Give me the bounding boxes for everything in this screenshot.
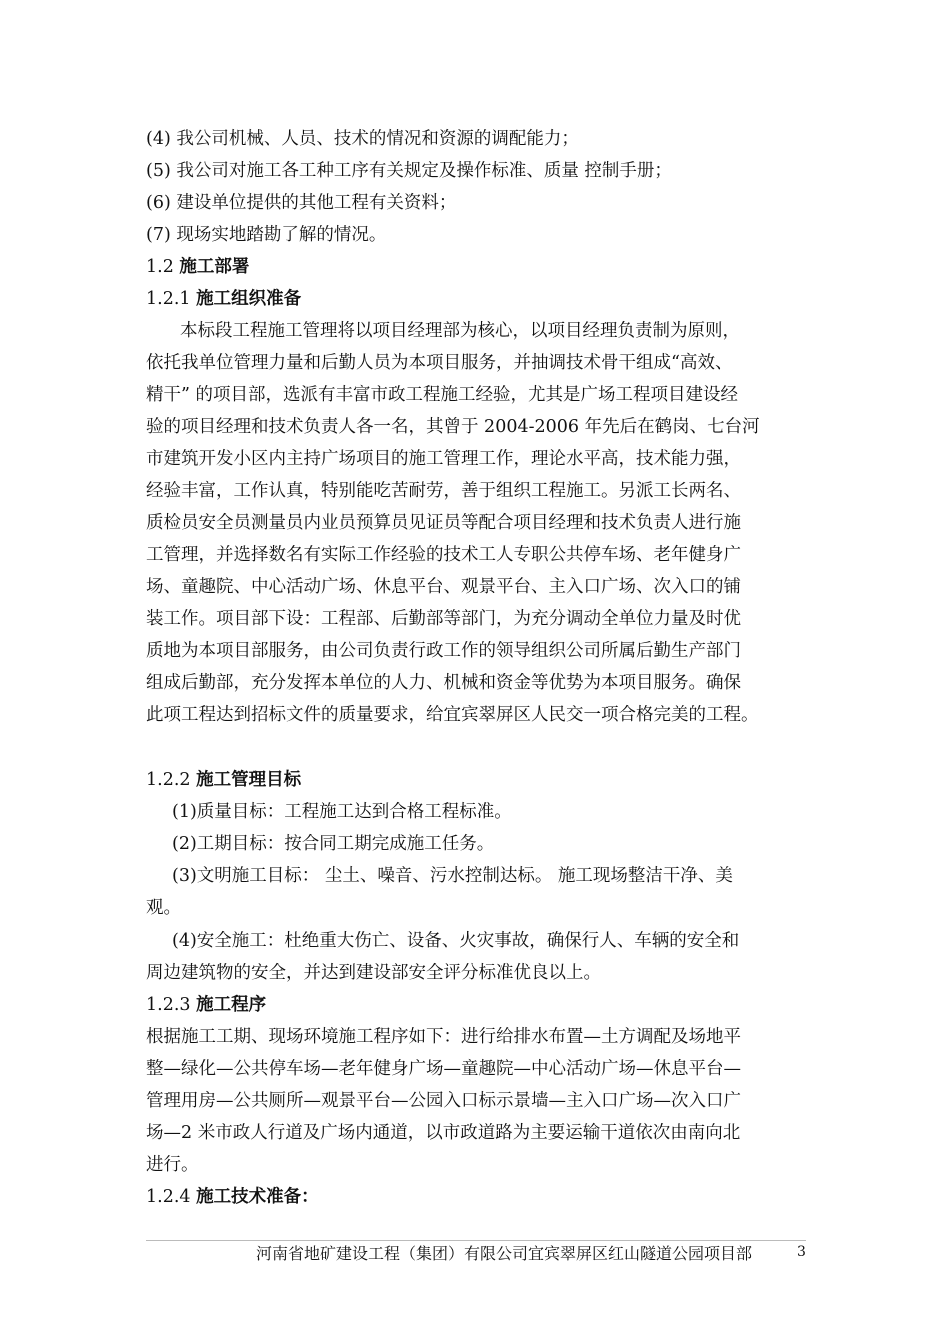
section-heading-1-2-3 [146,992,266,1018]
paragraph-line: 此项工程达到招标文件的质量要求，给宜宾翠屏区人民交一项合格完美的工程。 [146,705,759,725]
paragraph-line: 质检员安全员测量员内业员预算员见证员等配合项目经理和技术负责人进行施 [146,513,741,533]
paragraph-line: 本标段工程施工管理将以项目经理部为核心，以项目经理负责制为原则， [180,321,740,341]
paragraph-line: 质地为本项目部服务，由公司负责行政工作的领导组织公司所属后勤生产部门 [146,641,741,661]
section-number: 1.2.2 [146,770,197,790]
list-item: (5) 我公司对施工各工种工序有关规定及操作标准、质量 控制手册； [146,161,672,181]
section-title: 施工管理目标 [196,770,302,790]
section-title: 施工技术准备： [196,1187,319,1207]
section-number: 1.2.4 [146,1187,197,1207]
goal-item: 周边建筑物的安全，并达到建设部安全评分标准优良以上。 [146,963,601,983]
paragraph-line: 经验丰富，工作认真，特别能吃苦耐劳，善于组织工程施工。另派工长两名、 [146,481,741,501]
paragraph-line: 场、童趣院、中心活动广场、休息平台、观景平台、主入口广场、次入口的铺 [146,577,741,597]
paragraph-line: 进行。 [146,1155,199,1175]
paragraph-line: 工管理，并选择数名有实际工作经验的技术工人专职公共停车场、老年健身广 [146,545,741,565]
list-item: (4) 我公司机械、人员、技术的情况和资源的调配能力； [146,129,579,149]
list-item: (6) 建设单位提供的其他工程有关资料； [146,193,457,213]
goal-item: 观。 [146,898,181,918]
section-heading-1-2 [146,254,249,280]
page-number: 3 [797,1244,806,1260]
section-title: 施工部署 [179,257,250,277]
paragraph-line: 装工作。项目部下设：工程部、后勤部等部门，为充分调动全单位力量及时优 [146,609,741,629]
footer-divider [146,1240,806,1241]
section-heading-1-2-2 [146,767,301,793]
paragraph-line: 验的项目经理和技术负责人各一名，其曾于 2004-2006 年先后在鹤岗、七台河 [146,417,760,437]
section-heading-1-2-1 [146,286,301,312]
paragraph-line: 精干” 的项目部，选派有丰富市政工程施工经验，尤其是广场工程项目建设经 [146,385,739,405]
section-title: 施工程序 [196,995,267,1015]
goal-item: (4)安全施工：杜绝重大伤亡、设备、火灾事故，确保行人、车辆的安全和 [172,931,740,951]
section-number: 1.2 [146,257,180,277]
goal-item: (3)文明施工目标： 尘土、噪音、污水控制达标。 施工现场整洁干净、美 [172,866,733,886]
goal-item: (1)质量目标：工程施工达到合格工程标准。 [172,802,512,822]
paragraph-line: 组成后勤部，充分发挥本单位的人力、机械和资金等优势为本项目服务。确保 [146,673,741,693]
section-number: 1.2.3 [146,995,197,1015]
paragraph-line: 场—2 米市政人行道及广场内通道，以市政道路为主要运输干道依次由南向北 [146,1123,741,1143]
paragraph-line: 管理用房—公共厕所—观景平台—公园入口标示景墙—主入口广场—次入口广 [146,1091,741,1111]
paragraph-line: 依托我单位管理力量和后勤人员为本项目服务，并抽调技术骨干组成“高效、 [146,353,733,373]
section-title: 施工组织准备 [196,289,302,309]
section-heading-1-2-4 [146,1184,319,1210]
footer-text: 河南省地矿建设工程（集团）有限公司宜宾翠屏区红山隧道公园项目部 [256,1244,753,1263]
goal-item: (2)工期目标：按合同工期完成施工任务。 [172,834,495,854]
paragraph-line: 整—绿化—公共停车场—老年健身广场—童趣院—中心活动广场—休息平台— [146,1059,741,1079]
paragraph-line: 市建筑开发小区内主持广场项目的施工管理工作，理论水平高，技术能力强， [146,449,741,469]
list-item: (7) 现场实地踏勘了解的情况。 [146,225,387,245]
section-number: 1.2.1 [146,289,197,309]
paragraph-line: 根据施工工期、现场环境施工程序如下：进行给排水布置—土方调配及场地平 [146,1027,741,1047]
